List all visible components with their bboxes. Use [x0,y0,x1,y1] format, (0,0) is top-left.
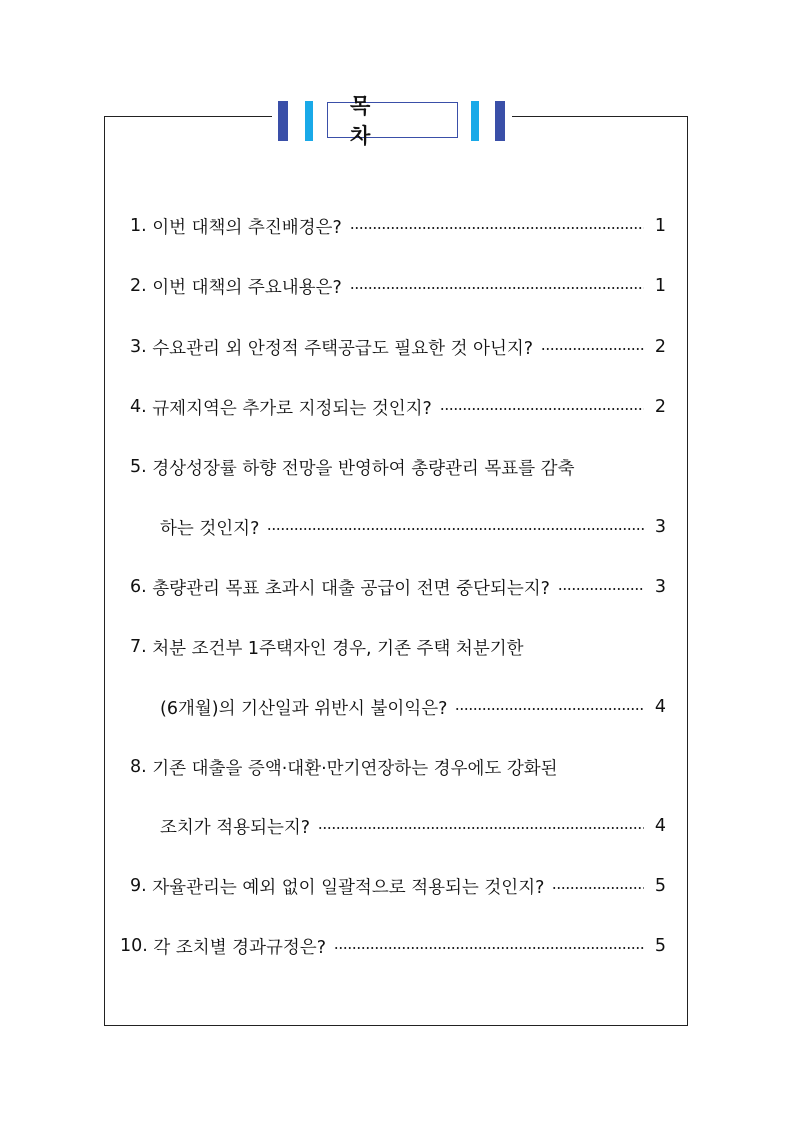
toc-entry-9[interactable] [130,872,666,900]
entry-number: 3. [130,337,147,357]
dot-leader [541,348,644,350]
toc-entry-10[interactable] [120,932,666,960]
entry-page: 5 [654,876,666,896]
entry-number: 2. [130,276,147,296]
entry-text: 이번 대책의 주요내용은? [152,277,342,298]
toc-entry-2[interactable] [130,272,666,300]
entry-number: 4. [130,397,147,417]
toc-entry-4[interactable] [130,393,666,421]
dot-leader [267,528,644,530]
entry-text: 기존 대출을 증액·대환·만기연장하는 경우에도 강화된 [152,758,558,779]
dot-leader [440,408,644,410]
entry-text-continued: 조치가 적용되는지? [160,817,311,838]
toc-entry-8-continued[interactable] [160,812,666,840]
title-bar-decoration [495,101,505,141]
title-bar-decoration [471,101,479,141]
entry-number: 6. [130,577,147,597]
toc-entry-7[interactable] [130,633,666,661]
toc-entry-1[interactable] [130,212,666,240]
toc-entry-6[interactable] [130,573,666,601]
entry-text: 총량관리 목표 초과시 대출 공급이 전면 중단되는지? [152,578,550,599]
toc-title-banner [272,94,512,148]
entry-number: 1. [130,216,147,236]
dot-leader [318,827,644,829]
dot-leader [350,227,644,229]
entry-number: 10. [120,936,148,956]
entry-text: 각 조치별 경과규정은? [153,937,326,958]
entry-number: 9. [130,876,147,896]
entry-text: 이번 대책의 추진배경은? [152,217,342,238]
entry-number: 5. [130,457,147,477]
entry-number: 7. [130,637,147,657]
dot-leader [334,947,644,949]
entry-page: 2 [654,337,666,357]
dot-leader [552,887,644,889]
entry-text: 수요관리 외 안정적 주택공급도 필요한 것 아닌지? [152,338,534,359]
entry-page: 1 [654,276,666,296]
toc-entry-5-continued[interactable] [160,513,666,541]
entry-page: 4 [654,816,666,836]
entry-page: 3 [654,577,666,597]
entry-page: 5 [654,936,666,956]
entry-page: 1 [654,216,666,236]
title-bar-decoration [278,101,288,141]
toc-title: 목 차 [327,102,458,138]
toc-entry-8[interactable] [130,753,666,781]
entry-page: 2 [654,397,666,417]
dot-leader [455,708,644,710]
entry-text: 경상성장률 하향 전망을 반영하여 총량관리 목표를 감축 [152,458,575,479]
entry-text-continued: 하는 것인지? [160,518,260,539]
entry-text: 자율관리는 예외 없이 일괄적으로 적용되는 것인지? [152,877,545,898]
entry-text-continued: (6개월)의 기산일과 위반시 불이익은? [160,698,448,719]
entry-number: 8. [130,757,147,777]
dot-leader [350,287,644,289]
toc-entry-5[interactable] [130,453,666,481]
dot-leader [558,588,644,590]
entry-page: 4 [654,697,666,717]
toc-entry-7-continued[interactable] [160,693,666,721]
entry-page: 3 [654,517,666,537]
entry-text: 처분 조건부 1주택자인 경우, 기존 주택 처분기한 [152,638,524,659]
entry-text: 규제지역은 추가로 지정되는 것인지? [152,398,432,419]
title-bar-decoration [305,101,313,141]
toc-entry-3[interactable] [130,333,666,361]
